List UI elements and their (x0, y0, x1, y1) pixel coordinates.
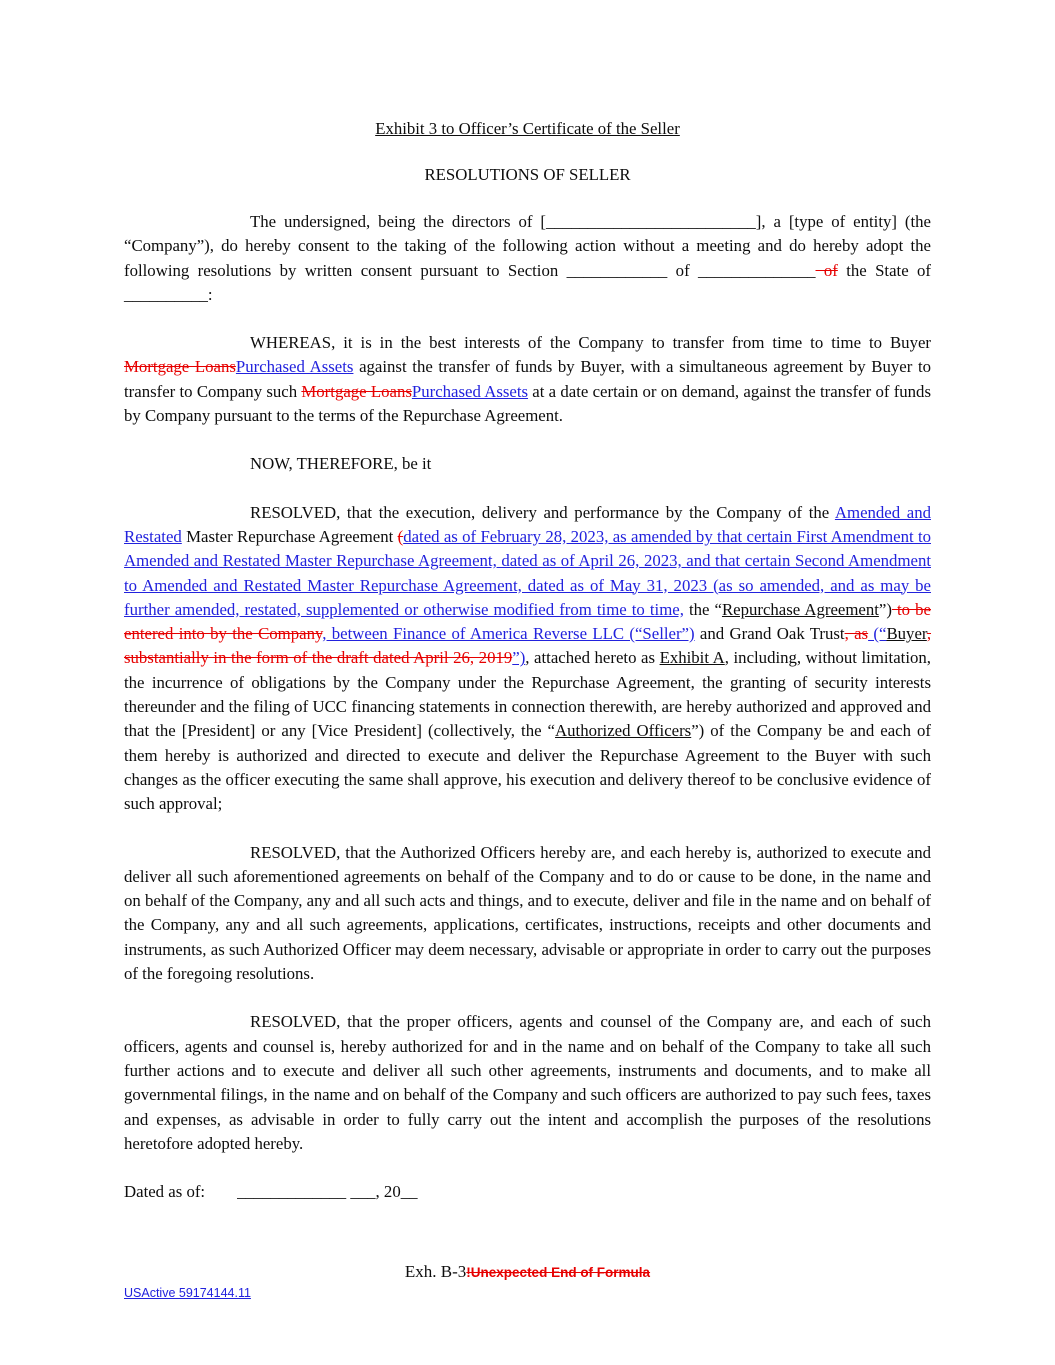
text-run: Dated as of: (124, 1182, 206, 1202)
text-run: against the transfer of funds by Buyer, with a simultaneous agreement by Buyer to transfer to Company such (124, 357, 932, 401)
now-therefore-line (124, 452, 931, 476)
text-run: at a date certain or on demand, against the transfer of funds by Company pursuant to the terms of the Repurchase Agreement. (124, 381, 931, 426)
underlined-term: Authorized Officers (555, 721, 692, 741)
inserted-text: Amended and Restated (124, 502, 931, 546)
text-run: ”) of the Company be and each of them hereby is authorized and directed to execute and deliver the Repurchase Agreement to the Buyer with such changes as the officer executing the same shall approve, his execution and delivery thereof to be conclusive evidence of such approval; (124, 721, 931, 814)
deleted-text: of (815, 260, 838, 280)
resolved-paragraph-3 (124, 1010, 931, 1156)
whereas-paragraph (124, 331, 931, 428)
text-run: WHEREAS, it is in the best interests of the Company to transfer from time to time to Buyer (250, 333, 931, 353)
text-run: and Grand Oak Trust (694, 624, 845, 644)
document-subtitle: RESOLUTIONS OF SELLER (424, 165, 631, 184)
inserted-text: Purchased Assets (411, 381, 529, 401)
deleted-text: Mortgage Loans (301, 381, 412, 401)
text-run: _____________ ___, 20__ (237, 1182, 418, 1202)
dated-line (124, 1180, 931, 1204)
text-run: , including, without limitation, the incurrence of obligations by the Company under the Repurchase Agreement, the granting of security interests thereunder and the filing of UCC financing statements in connection therewith, are hereby authorized and approved and that the [President] or any [Vice President] (collectively, the “ (124, 648, 931, 741)
page-footer (0, 1262, 1055, 1282)
inserted-text: ”) (512, 648, 526, 668)
deleted-text: ( (397, 526, 404, 546)
inserted-text: dated as of February 28, 2023, as amended by that certain First Amendment to Amended and Restated Master Repurchase Agreement, dated as of April 26, 2023, and that certain Second Amendment to Amended and Restated Master Repurchase Agreement, dated as of May 31, 2023 (as so amended, and as may be further amended, restated, supplemented or otherwise modified from time to time, (124, 526, 931, 619)
exhibit-page-label: Exh. B-3 (404, 1262, 467, 1281)
text-run: NOW, THEREFORE, be it (250, 454, 432, 474)
underlined-term: Buyer (886, 624, 927, 644)
document-title: Exhibit 3 to Officer’s Certificate of the Seller (375, 119, 680, 138)
deleted-text: Mortgage Loans (124, 357, 236, 377)
underlined-term: Exhibit A (659, 648, 725, 668)
inserted-text: Purchased Assets (235, 357, 354, 377)
resolved-paragraph-1 (124, 501, 931, 817)
text-run: , attached hereto as (525, 648, 660, 668)
text-run: Master Repurchase Agreement (181, 526, 398, 546)
text-run: the “ (683, 599, 722, 619)
text-run: RESOLVED, that the execution, delivery and performance by the Company of the (250, 502, 835, 522)
text-run: the State of __________: (124, 260, 932, 304)
intro-paragraph (124, 210, 931, 307)
text-run: The undersigned, being the directors of [_________________________], a [type of entity] (the “Company”), do hereby consent to the taking of the following action without a meeting and do hereby adopt the following resolutions by written consent pursuant to Section ____________ of ______________ (124, 212, 931, 280)
deleted-text: , as (844, 624, 869, 644)
resolved-paragraph-2 (124, 841, 931, 987)
deleted-text: , substantially in the form of the draft dated April 26, 2019 (124, 624, 932, 668)
text-run: RESOLVED, that the Authorized Officers hereby are, and each hereby is, authorized to execute and deliver all such aforementioned agreements on behalf of the Company and to do or cause to be done, in the name and on behalf of the Company, any and all such acts and things, and to execute, deliver and file in the name and on behalf of the Company, any and all such agreements, applications, certificates, instructions, receipts and other documents and instruments, as such Authorized Officer may deem necessary, advisable or appropriate in order to carry out the purposes of the foregoing resolutions. (124, 842, 931, 984)
document-body (124, 210, 931, 1204)
formula-error-text: !Unexpected End of Formula (466, 1265, 651, 1280)
text-run: RESOLVED, that the proper officers, agents and counsel of the Company are, and each of such officers, agents and counsel is, hereby authorized for and in the name and on behalf of the Company to take all such further actions and to execute and deliver all such other agreements, instruments and documents, and to make all governmental filings, in the name and on behalf of the Company and such officers are authorized to pay such fees, taxes and expenses, as advisable in order to fully carry out the intent and accomplish the purposes of the resolutions heretofore adopted hereby. (124, 1012, 931, 1153)
text-run: ”) (878, 599, 892, 619)
deleted-text: to be entered into by the Company (124, 599, 931, 644)
inserted-text: , between Finance of America Reverse LLC (“Seller”) (322, 624, 695, 644)
document-id-stamp: USActive 59174144.11 (124, 1286, 251, 1300)
inserted-text: (“ (868, 624, 887, 644)
underlined-term: Repurchase Agreement (721, 599, 879, 619)
